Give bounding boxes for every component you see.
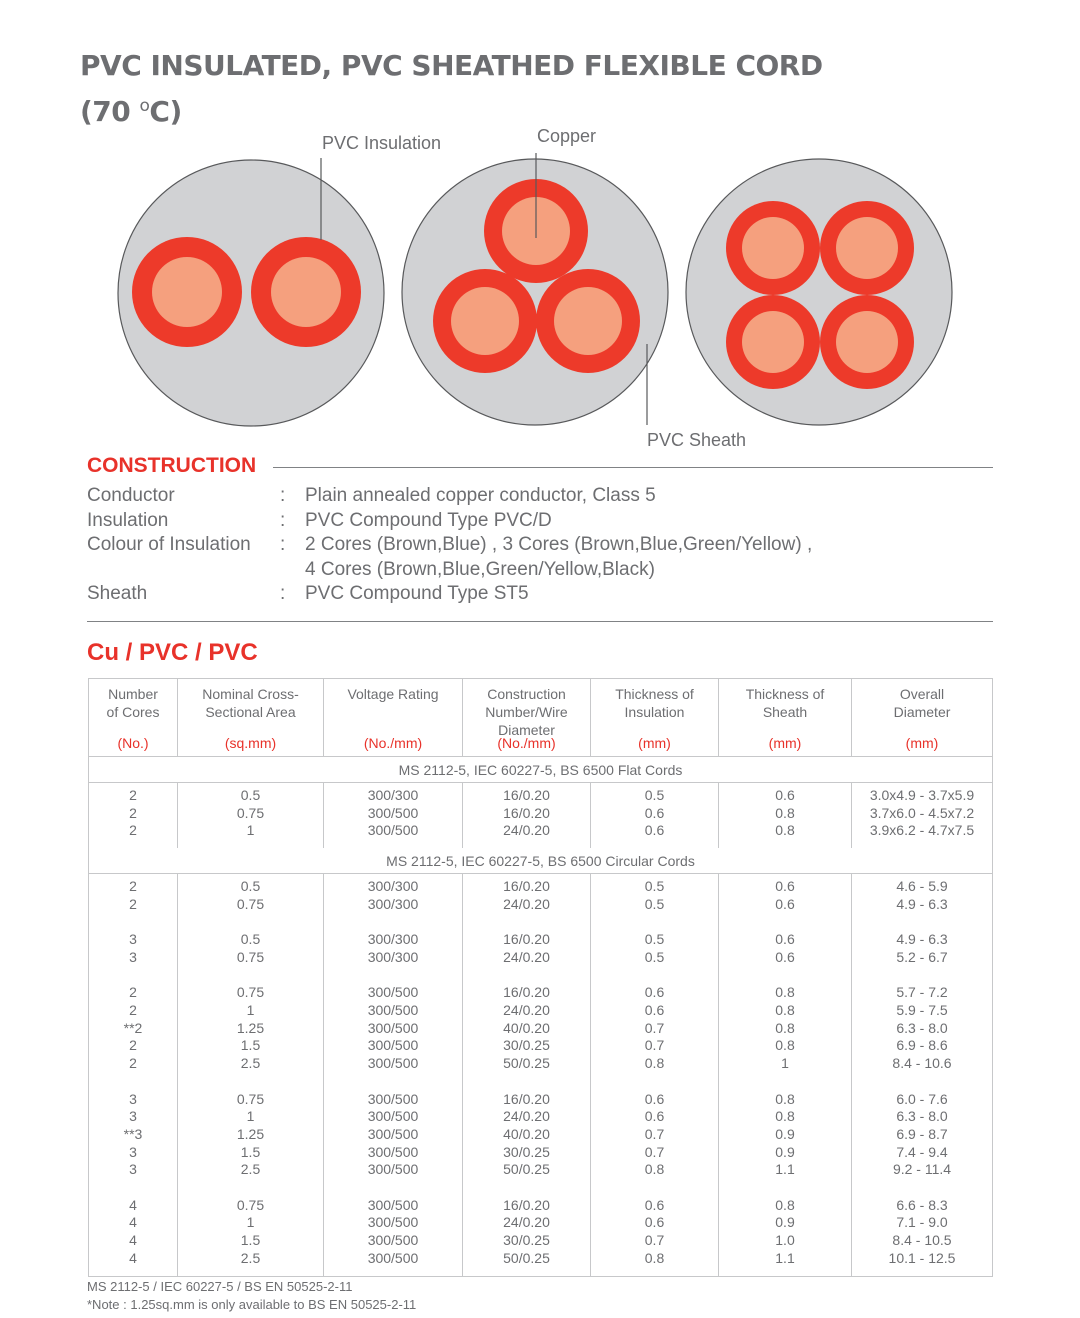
cell-value: 50/0.25	[503, 1055, 550, 1072]
construction-bottom-rule	[87, 621, 993, 622]
cell-value: 0.5	[644, 787, 665, 803]
column-unit: (No./mm)	[363, 735, 423, 751]
cell-value: 3.7x6.0 - 4.5x7.2	[869, 804, 975, 821]
block-spacer	[719, 1179, 851, 1197]
construction-key: Insulation	[87, 509, 169, 531]
block-spacer	[591, 1179, 718, 1197]
block-spacer	[89, 1179, 177, 1197]
cell-value: 6.9 - 8.6	[896, 1037, 948, 1054]
cell-value: 0.5	[240, 787, 261, 803]
three-core-cable	[402, 159, 668, 425]
cell-value: 0.8	[644, 1249, 665, 1266]
column-unit: (mm)	[638, 735, 671, 751]
block-spacer	[324, 1179, 462, 1197]
cell-value: 1.5	[240, 1143, 261, 1160]
construction-value: 2 Cores (Brown,Blue) , 3 Cores (Brown,Blue,Green/Yellow) ,	[305, 534, 813, 555]
cell-value: 0.9	[775, 1214, 795, 1231]
cell-value: 0.8	[775, 1108, 795, 1125]
column-unit: (No./mm)	[497, 735, 556, 751]
footer-note: *Note : 1.25sq.mm is only available to BS EN 50525-2-11	[87, 1297, 417, 1312]
construction-colon	[280, 558, 305, 583]
cell-value: 300/500	[367, 1090, 419, 1107]
cell-value: 0.75	[236, 948, 265, 965]
cell-value: 4.9 - 6.3	[896, 931, 948, 948]
cell-value: 2	[129, 1002, 137, 1018]
construction-key: Sheath	[87, 583, 148, 604]
cell-value: 300/500	[367, 822, 419, 839]
table-cell	[89, 783, 178, 849]
cell-value: 0.75	[236, 804, 265, 821]
cell-value: 7.4 - 9.4	[896, 1143, 948, 1160]
cell-value: 0.8	[775, 804, 795, 821]
cell-value: 300/500	[367, 984, 419, 1001]
column-header-label: of Cores	[106, 704, 160, 720]
cell-value: 3	[129, 948, 137, 965]
column-unit: (mm)	[768, 735, 802, 751]
construction-colon: :	[280, 485, 286, 506]
cell-value: 16/0.20	[503, 984, 550, 1001]
cell-value: 4	[129, 1249, 137, 1266]
two-core-copper-1	[152, 257, 222, 327]
cell-value: 3	[129, 931, 137, 948]
construction-row	[87, 533, 812, 558]
cell-value: 1.1	[775, 1161, 795, 1178]
cell-value: 40/0.20	[503, 1019, 550, 1036]
cell-value: 8.4 - 10.5	[892, 1232, 952, 1249]
table-cell	[852, 874, 993, 1276]
table-cell	[178, 783, 324, 849]
table-cell	[591, 783, 719, 849]
table-cell	[591, 874, 719, 1276]
cell-value: 300/500	[367, 1019, 419, 1036]
column-unit: (sq.mm)	[224, 735, 277, 751]
cell-value: 0.6	[644, 1108, 665, 1125]
block-spacer	[463, 1073, 590, 1091]
construction-key: Colour of Insulation	[87, 534, 251, 555]
construction-value: PVC Compound Type ST5	[305, 583, 529, 604]
cell-value: 0.5	[644, 948, 665, 965]
cell-value: 0.6	[775, 931, 795, 948]
cell-value: 0.8	[775, 822, 795, 839]
cell-value: 4.9 - 6.3	[896, 895, 948, 912]
cell-value: 16/0.20	[503, 878, 550, 895]
cell-value: 0.8	[775, 984, 795, 1001]
cell-value: 300/500	[367, 804, 419, 821]
cell-value: 7.1 - 9.0	[896, 1214, 948, 1231]
construction-key: Conductor	[87, 485, 175, 506]
cell-value: 0.75	[236, 895, 265, 912]
column-header-label: Number/Wire	[485, 704, 568, 720]
cell-value: 4.6 - 5.9	[896, 878, 948, 895]
cell-value: 30/0.25	[503, 1037, 550, 1054]
cell-value: 3.9x6.2 - 4.7x7.5	[869, 822, 975, 839]
construction-value: Plain annealed copper conductor, Class 5	[305, 485, 656, 506]
construction-heading: CONSTRUCTION	[87, 454, 257, 477]
cell-value: 0.5	[240, 931, 261, 948]
cell-value: 2.5	[240, 1055, 261, 1072]
cell-value: 1	[781, 1055, 789, 1072]
cell-value: 300/500	[367, 1002, 419, 1018]
cell-value: 4	[129, 1232, 137, 1249]
cell-value: 3	[129, 1108, 137, 1125]
construction-details	[87, 484, 812, 607]
cell-value: 4	[129, 1214, 137, 1231]
cell-value: 1.0	[775, 1232, 795, 1249]
four-core-copper-2	[836, 217, 898, 279]
column-header-label: Insulation	[624, 704, 685, 720]
construction-value: 4 Cores (Brown,Blue,Green/Yellow,Black)	[305, 558, 655, 580]
cell-value: 16/0.20	[503, 804, 550, 821]
standard-group-row	[89, 848, 993, 874]
column-header-label: Sectional Area	[205, 704, 296, 720]
cell-value: 0.75	[236, 1090, 265, 1107]
block-spacer	[591, 967, 718, 985]
block-spacer	[719, 1073, 851, 1091]
cell-value: 300/500	[367, 1161, 419, 1178]
block-spacer	[463, 914, 590, 932]
cell-value: 1.1	[775, 1249, 795, 1266]
column-header	[178, 679, 324, 757]
cell-value: 5.7 - 7.2	[896, 984, 948, 1001]
cell-value: 16/0.20	[503, 1090, 550, 1107]
footer-notes	[87, 1278, 416, 1314]
cell-value: 10.1 - 12.5	[888, 1249, 956, 1266]
cell-value: 0.6	[644, 984, 665, 1001]
table-body	[89, 757, 993, 1277]
construction-colon: :	[280, 509, 286, 531]
cell-value: 16/0.20	[503, 787, 550, 803]
cell-value: 2	[129, 804, 137, 821]
cell-value: 300/500	[367, 1232, 419, 1249]
block-spacer	[719, 914, 851, 932]
cell-value: 24/0.20	[503, 1002, 550, 1018]
cell-value: 300/500	[367, 1125, 419, 1142]
three-core-copper-right	[554, 287, 622, 355]
construction-row	[87, 582, 812, 607]
column-header-label: Number	[108, 686, 158, 702]
cell-value: 8.4 - 10.6	[892, 1055, 952, 1072]
table-header	[89, 679, 993, 757]
cable-cross-sections-svg	[0, 120, 1080, 460]
cell-value: 1.5	[240, 1232, 261, 1249]
three-core-copper-left	[451, 287, 519, 355]
cell-value: 0.6	[775, 895, 795, 912]
cell-value: 40/0.20	[503, 1125, 550, 1142]
cell-value: 24/0.20	[503, 1108, 550, 1125]
cell-value: 0.7	[644, 1232, 665, 1249]
block-spacer	[89, 914, 177, 932]
cable-spec-table	[88, 678, 993, 1277]
cell-value: 6.9 - 8.7	[896, 1125, 948, 1142]
cell-value: 16/0.20	[503, 931, 550, 948]
two-core-cable	[118, 160, 384, 426]
cell-value: 9.2 - 11.4	[892, 1161, 952, 1178]
cell-value: 3	[129, 1161, 137, 1178]
four-core-copper-3	[742, 311, 804, 373]
column-header-label: Diameter	[498, 722, 555, 738]
pvc-insulation-label: PVC Insulation	[322, 133, 442, 153]
cell-value: 300/500	[367, 1214, 419, 1231]
cell-value: 300/300	[367, 787, 419, 803]
construction-row	[87, 558, 812, 583]
cell-value: 0.8	[775, 1002, 795, 1018]
table-heading: Cu / PVC / PVC	[87, 639, 258, 666]
cell-value: 0.8	[644, 1161, 665, 1178]
column-header-label: Thickness of	[615, 686, 694, 702]
cell-value: 300/300	[367, 931, 419, 948]
cell-value: 0.8	[775, 1037, 795, 1054]
cell-value: 2	[129, 878, 137, 895]
cell-value: 2	[129, 984, 137, 1001]
copper-label: Copper	[537, 126, 597, 146]
cell-value: 1.5	[240, 1037, 261, 1054]
construction-colon: :	[280, 583, 286, 604]
cell-value: 0.9	[775, 1125, 795, 1142]
cell-value: 0.6	[644, 1002, 665, 1018]
cell-value: 300/500	[367, 1108, 419, 1125]
cell-value: 0.5	[644, 931, 665, 948]
cell-value: 300/300	[367, 948, 419, 965]
cell-value: 1	[246, 822, 255, 839]
table-cell	[719, 874, 852, 1276]
block-spacer	[178, 1179, 323, 1197]
block-spacer	[178, 914, 323, 932]
column-header	[89, 679, 178, 757]
construction-row	[87, 509, 812, 534]
construction-heading-rule	[273, 467, 993, 468]
cell-value: 6.0 - 7.6	[896, 1090, 948, 1107]
cell-value: 300/500	[367, 1037, 419, 1054]
cell-value: 300/500	[367, 1196, 419, 1213]
cell-value: 2	[129, 895, 137, 912]
table-cell	[463, 874, 591, 1276]
block-spacer	[324, 914, 462, 932]
block-spacer	[719, 967, 851, 985]
four-core-copper-4	[836, 311, 898, 373]
cell-value: 0.8	[775, 1090, 795, 1107]
cell-value: 24/0.20	[503, 1214, 550, 1231]
block-spacer	[178, 967, 323, 985]
table-cell	[719, 783, 852, 849]
cell-value: 3	[129, 1090, 137, 1107]
cell-value: 24/0.20	[503, 822, 550, 839]
cell-value: 300/500	[367, 1055, 419, 1072]
cell-value: 0.6	[644, 804, 665, 821]
cell-value: 5.2 - 6.7	[896, 948, 948, 965]
pvc-sheath-label: PVC Sheath	[647, 430, 747, 450]
cell-value: **3	[123, 1125, 143, 1142]
standard-group-title: MS 2112-5, IEC 60227-5, BS 6500 Circular Cords	[89, 848, 993, 874]
cell-value: 0.7	[644, 1019, 665, 1036]
cell-value: 24/0.20	[503, 948, 550, 965]
cell-value: 2	[129, 822, 137, 839]
block-spacer	[852, 1179, 992, 1197]
cell-value: 6.6 - 8.3	[896, 1196, 948, 1213]
block-spacer	[591, 1073, 718, 1091]
table-cell	[852, 783, 993, 849]
column-header	[463, 679, 591, 757]
cell-value: 0.8	[775, 1196, 795, 1213]
title-temp-prefix: (70	[80, 95, 140, 128]
block-spacer	[591, 914, 718, 932]
four-core-copper-1	[742, 217, 804, 279]
cell-value: 300/500	[367, 1143, 419, 1160]
cell-value: 2	[129, 787, 137, 803]
table-cell	[324, 874, 463, 1276]
cell-value: 4	[129, 1196, 137, 1213]
cell-value: 30/0.25	[503, 1232, 550, 1249]
cell-value: 0.8	[775, 1019, 795, 1036]
footer-standards: MS 2112-5 / IEC 60227-5 / BS EN 50525-2-11	[87, 1279, 353, 1294]
block-spacer	[89, 967, 177, 985]
cell-value: 2	[129, 1037, 137, 1054]
cell-value: 300/300	[367, 878, 419, 895]
cell-value: 16/0.20	[503, 1196, 550, 1213]
column-unit: (mm)	[905, 735, 939, 751]
block-spacer	[463, 967, 590, 985]
block-spacer	[324, 967, 462, 985]
column-header-label: Nominal Cross-	[202, 686, 299, 702]
cell-value: 0.5	[644, 895, 665, 912]
cell-value: 2.5	[240, 1249, 261, 1266]
block-spacer	[852, 914, 992, 932]
cell-value: 2.5	[240, 1161, 261, 1178]
cell-value: 0.6	[775, 878, 795, 895]
cell-value: 0.7	[644, 1143, 665, 1160]
block-spacer	[89, 1073, 177, 1091]
column-header-label: Thickness of	[745, 686, 825, 702]
table-cell	[178, 874, 324, 1276]
column-header	[324, 679, 463, 757]
cell-value: 50/0.25	[503, 1249, 550, 1266]
block-spacer	[852, 1073, 992, 1091]
title-degree-mark: o	[139, 96, 150, 116]
cell-value: 0.75	[236, 1196, 265, 1213]
cell-value: **2	[123, 1019, 143, 1036]
cell-value: 0.75	[236, 984, 265, 1001]
four-core-cable	[686, 159, 952, 425]
column-header	[719, 679, 852, 757]
four-core-sheath	[686, 159, 952, 425]
cell-value: 3.0x4.9 - 3.7x5.9	[869, 787, 975, 803]
cell-value: 0.9	[775, 1143, 795, 1160]
cell-value: 50/0.25	[503, 1161, 550, 1178]
cell-value: 1.25	[236, 1019, 265, 1036]
table-cell	[89, 874, 178, 1276]
cable-cross-section-diagram	[0, 120, 1080, 460]
cell-value: 0.7	[644, 1037, 665, 1054]
column-header-label: Sheath	[762, 704, 808, 720]
title-line-1: PVC INSULATED, PVC SHEATHED FLEXIBLE CORD	[80, 49, 823, 82]
construction-key	[87, 558, 280, 583]
cell-value: 300/300	[367, 895, 419, 912]
column-header	[852, 679, 993, 757]
cell-value: 0.5	[240, 878, 261, 895]
column-header	[591, 679, 719, 757]
cell-value: 30/0.25	[503, 1143, 550, 1160]
cell-value: 1.25	[236, 1125, 265, 1142]
cell-value: 3	[129, 1143, 137, 1160]
column-header-label: Diameter	[893, 704, 951, 720]
cell-value: 2	[129, 1055, 137, 1072]
table-row	[89, 874, 993, 1276]
cell-value: 0.7	[644, 1125, 665, 1142]
cell-value: 0.6	[644, 1196, 665, 1213]
cell-value: 0.6	[644, 822, 665, 839]
standard-group-title: MS 2112-5, IEC 60227-5, BS 6500 Flat Cords	[89, 757, 993, 783]
column-unit: (No.)	[117, 735, 149, 751]
cell-value: 0.6	[644, 1090, 665, 1107]
construction-row	[87, 484, 812, 509]
cell-value: 1	[246, 1108, 255, 1125]
block-spacer	[463, 1179, 590, 1197]
block-spacer	[324, 1073, 462, 1091]
cell-value: 0.5	[644, 878, 665, 895]
construction-colon: :	[280, 534, 286, 555]
column-header-label: Construction	[487, 686, 566, 702]
cell-value: 6.3 - 8.0	[896, 1108, 948, 1125]
cell-value: 0.6	[775, 787, 795, 803]
column-header-label: Overall	[899, 686, 945, 702]
cell-value: 0.6	[644, 1214, 665, 1231]
cell-value: 24/0.20	[503, 895, 550, 912]
column-header-label: Voltage Rating	[347, 686, 439, 702]
cell-value: 6.3 - 8.0	[896, 1019, 948, 1036]
table-row	[89, 783, 993, 849]
two-core-copper-2	[271, 257, 341, 327]
cell-value: 300/500	[367, 1249, 419, 1266]
cell-value: 0.6	[775, 948, 795, 965]
cell-value: 0.8	[644, 1055, 665, 1072]
cell-value: 1	[246, 1002, 255, 1018]
table-cell	[324, 783, 463, 849]
block-spacer	[852, 967, 992, 985]
block-spacer	[178, 1073, 323, 1091]
cell-value: 1	[246, 1214, 255, 1231]
title-temp-suffix: C)	[149, 95, 182, 128]
construction-value: PVC Compound Type PVC/D	[305, 509, 552, 531]
cell-value: 5.9 - 7.5	[896, 1002, 948, 1018]
standard-group-row	[89, 757, 993, 783]
table-cell	[463, 783, 591, 849]
